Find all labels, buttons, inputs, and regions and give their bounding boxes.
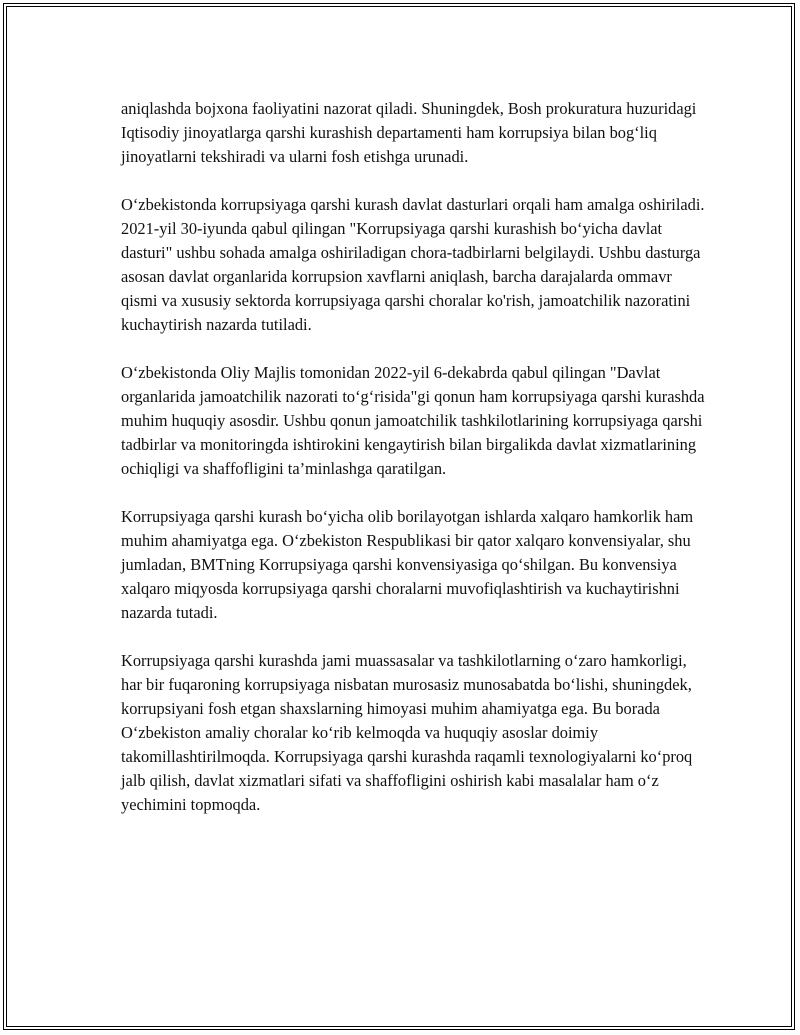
paragraph-3: O‘zbekistonda Oliy Majlis tomonidan 2022-yil 6-dekabrda qabul qilingan "Davlat organlarida jamoatchilik nazorati to‘g‘risida"gi qonun ham korrupsiyaga qarshi kurashda muhim huquqiy asosdir. Ushbu qonun jamoatchilik tashkilotlarining korrupsiyaga qarshi tadbirlar va monitoringda ishtirokini kengaytirish bilan birgalikda davlat xizmatlarining ochiqligi va shaffofligini ta’minlashga qaratilgan.: [121, 363, 705, 478]
paragraph-5: Korrupsiyaga qarshi kurashda jami muassasalar va tashkilotlarning o‘zaro hamkorligi, har bir fuqaroning korrupsiyaga nisbatan murosasiz munosabatda bo‘lishi, shuningdek, korrupsiyani fosh etgan shaxslarning himoyasi muhim ahamiyatga ega. Bu borada O‘zbekiston amaliy choralar ko‘rib kelmoqda va huquqiy asoslar doimiy takomillashtirilmoqda. Korrupsiyaga qarshi kurashda raqamli texnologiyalarni ko‘proq jalb qilish, davlat xizmatlari sifati va shaffofligini oshirish kabi masalalar ham o‘z yechimini topmoqda.: [121, 651, 693, 814]
paragraph-2: O‘zbekistonda korrupsiyaga qarshi kurash davlat dasturlari orqali ham amalga oshiriladi. 2021-yil 30-iyunda qabul qilingan "Korrupsiyaga qarshi kurashish bo‘yicha davlat dasturi" ushbu sohada amalga oshiriladigan chora-tadbirlarni belgilaydi. Ushbu dasturga asosan davlat organlarida korrupsion xavflarni aniqlash, barcha darajalarda ommavr qismi va xususiy sektorda korrupsiyaga qarshi choralar ko'rish, jamoatchilik nazoratini kuchaytirish nazarda tutiladi.: [121, 195, 705, 334]
paragraph-1: aniqlashda bojxona faoliyatini nazorat qiladi. Shuningdek, Bosh prokuratura huzuridagi Iqtisodiy jinoyatlarga qarshi kurashish departamenti ham korrupsiya bilan bog‘liq jinoyatlarni tekshiradi va ularni fosh etishga urunadi.: [121, 99, 697, 166]
document-body: [121, 97, 706, 817]
page-frame: [3, 3, 795, 1030]
paragraph-4: Korrupsiyaga qarshi kurash bo‘yicha olib borilayotgan ishlarda xalqaro hamkorlik ham muhim ahamiyatga ega. O‘zbekiston Respublikasi bir qator xalqaro konvensiyalar, shu jumladan, BMTning Korrupsiyaga qarshi konvensiyasiga qo‘shilgan. Bu konvensiya xalqaro miqyosda korrupsiyaga qarshi choralarni muvofiqlashtirish va kuchaytirishni nazarda tutadi.: [121, 507, 694, 622]
